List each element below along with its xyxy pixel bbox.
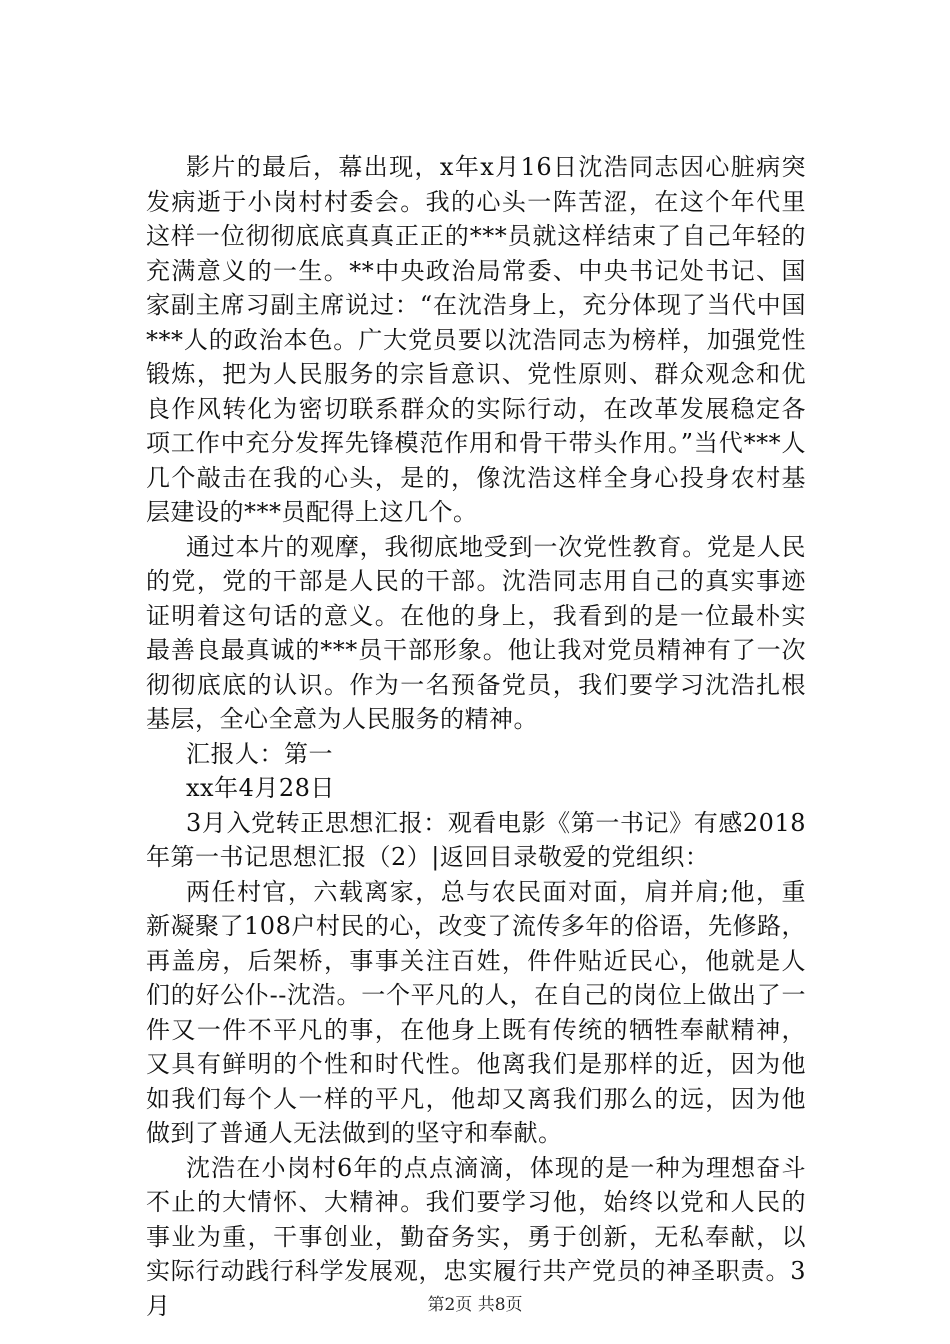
paragraph-village-official: 两任村官，六载离家，总与农民面对面，肩并肩;他，重新凝聚了108户村民的心，改变了流传多年的俗语，先修路，再盖房，后架桥，事事关注百姓，件件贴近民心，他就是人们的好公仆--沈浩。一个平凡的人，在自己的岗位上做出了一件又一件不平凡的事，在他身上既有传统的牺牲奉献精神，又具有鲜明的个性和时代性。他离我们是那样的近，因为他如我们每个人一样的平凡，他却又离我们那么的远，因为他做到了普通人无法做到的坚守和奉献。 [146, 877, 806, 1147]
paragraph-party-education: 通过本片的观摩，我彻底地受到一次党性教育。党是人民的党，党的干部是人民的干部。沈浩同志用自己的真实事迹证明着这句话的意义。在他的身上，我看到的是一位最朴实最善良最真诚的***员干部形象。他让我对党员精神有了一次彻彻底底的认识。作为一名预备党员，我们要学习沈浩扎根基层，全心全意为人民服务的精神。 [146, 532, 806, 733]
date-line: xx年4月28日 [186, 774, 335, 802]
section-heading-line: 3月入党转正思想汇报：观看电影《第一书记》有感2018年第一书记思想汇报（2）|返回目录敬爱的党组织： [146, 808, 806, 871]
paragraph-xiaogang-spirit: 沈浩在小岗村6年的点点滴滴，体现的是一种为理想奋斗不止的大情怀、大精神。我们要学习他，始终以党和人民的事业为重，干事创业，勤奋务实，勇于创新，无私奉献，以实际行动践行科学发展观，忠实履行共产党员的神圣职责。3月 [146, 1153, 806, 1320]
reporter-line: 汇报人：第一 [186, 739, 333, 768]
document-body [146, 150, 806, 1323]
page-footer: 第2页 共8页 [427, 1295, 523, 1315]
paragraph-film-ending: 影片的最后，幕出现，x年x月16日沈浩同志因心脏病突发病逝于小岗村村委会。我的心头一阵苦涩，在这个年代里这样一位彻彻底底真真正正的***员就这样结束了自己年轻的充满意义的一生。**中央政治局常委、中央书记处书记、国家副主席习副主席说过：“在沈浩身上，充分体现了当代中国***人的政治本色。广大党员要以沈浩同志为榜样，加强党性锻炼，把为人民服务的宗旨意识、党性原则、群众观念和优良作风转化为密切联系群众的实际行动，在改革发展稳定各项工作中充分发挥先锋模范作用和骨干带头作用。”当代***人几个敲击在我的心头，是的，像沈浩这样全身心投身农村基层建设的***员配得上这几个。 [146, 153, 806, 526]
